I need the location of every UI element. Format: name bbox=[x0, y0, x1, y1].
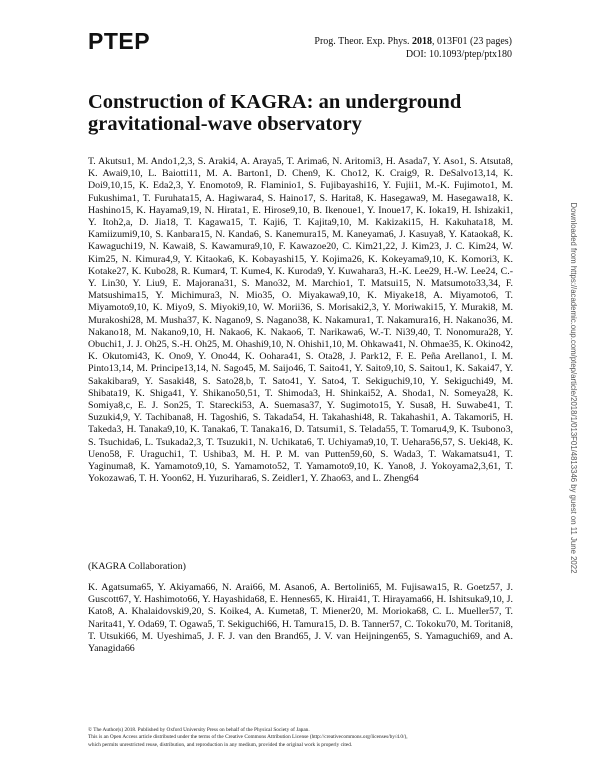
footer-line-terms: which permits unrestricted reuse, distribution, and reproduction in any medium, provided the original work is properly cited. bbox=[88, 741, 353, 748]
doi-line[interactable]: DOI: 10.1093/ptep/ptx180 bbox=[405, 49, 512, 60]
author-list: T. Akutsu1, M. Ando1,2,3, S. Araki4, A. Araya5, T. Arima6, N. Aritomi3, H. Asada7, Y. Aso1, S. Atsuta8, K. Awai9,10, L. Baiotti11, M. A. Barton1, D. Chen9, K. Cho12, K. Craig9, R. DeSalvo13,14, K. Doi9,10,15, K. Eda2,3, Y. Enomoto9, R. Flaminio1, S. Fujibayashi16, Y. Fujii1, M.-K. Fujimoto1, M. Fukushima1, T. Furuhata15, A. Hagiwara4, S. Haino17, S. Harita8, K. Hasegawa9, M. Hasegawa18, K. Hashino15, K. Hayama9,19, N. Hirata1, E. Hirose9,10, B. Ikenoue1, Y. Inoue17, K. Ioka19, H. Ishizaki1, Y. Itoh2,a, D. Jia18, T. Kagawa15, T. Kaji6, T. Kajita9,10, M. Kakizaki15, H. Kakuhata18, M. Kamiizumi9,10, S. Kanbara15, N. Kanda6, S. Kanemura15, M. Kaneyama6, J. Kasuya8, Y. Kataoka8, K. Kawaguchi19, N. Kawai8, S. Kawamura9,10, F. Kawazoe20, C. Kim21,22, J. Kim23, J. C. Kim24, W. Kim25, N. Kimura4,9, Y. Kitaoka6, K. Kobayashi15, Y. Kojima26, K. Kokeyama9,10, K. Komori3, K. Kotake27, K. Kubo28, R. Kumar4, T. Kume4, K. Kuroda9, Y. Kuwahara3, H.-K. Lee29, H.-W. Lee24, C.-Y. Lin30, Y. Liu9, E. Majorana31, S. Mano32, M. Marchio1, T. Matsui15, N. Matsumoto33,34, F. Matsushima15, Y. Michimura3, N. Mio35, O. Miyakawa9,10, K. Miyake18, A. Miyamoto6, T. Miyamoto9,10, K. Miyo9, S. Miyoki9,10, W. Morii36, S. Morisaki2,3, Y. Moriwaki15, Y. Muraki8, M. Murakoshi28, M. Musha37, K. Nagano9, S. Nagano38, K. Nakamura1, T. Nakamura16, H. Nakano36, M. Nakano18, M. Nakano9,10, H. Nakao6, K. Nakao6, T. Narikawa6, W.-T. Ni39,40, T. Nonomura28, Y. Obuchi1, J. J. Oh25, S.-H. Oh25, M. Ohashi9,10, N. Ohishi1,10, M. Ohkawa41, N. Ohmae35, K. Okino42, K. Okutomi43, K. Ono9, Y. Ono44, K. Oohara41, S. Ota28, J. Park12, F. E. Peña Arellano1, I. M. Pinto13,14, M. Principe13,14, N. Sago45, M. Saijo46, T. Saito41, Y. Saito9,10, S. Saitou1, K. Sakai47, Y. Sakakibara9, Y. Sasaki48, S. Sato28,b, T. Sato41, Y. Sato4, T. Sekiguchi9,10, Y. Sekiguchi49, M. Shibata19, K. Shiga41, Y. Shikano50,51, T. Shimoda3, H. Shinkai52, A. Shoda1, N. Someya28, K. Somiya8,c, E. J. Son25, T. Starecki53, A. Suemasa37, Y. Sugimoto15, Y. Susa8, H. Suwabe41, T. Suzuki4,9, Y. Tachibana8, H. Tagoshi6, S. Takada54, H. Takahashi48, R. Takahashi1, A. Takamori5, H. Takeda3, H. Tanaka9,10, K. Tanaka6, T. Tanaka16, D. Tatsumi1, S. Telada55, T. Tomaru4,9, K. Tsubono3, S. Tsuchida6, L. Tsukada2,3, T. Tsuzuki1, N. Uchikata6, T. Uchiyama9,10, T. Uehara56,57, S. Ueki48, K. Ueno58, F. Uraguchi1, T. Ushiba3, M. H. P. M. van Putten59,60, S. Wada3, T. Wakamatsu41, T. Yaginuma8, K. Yamamoto9,10, S. Yamamoto52, T. Yamamoto9,10, K. Yano8, J. Yokoyama2,3,61, T. Yokozawa6, T. H. Yoon62, H. Yuzurihara6, S. Zeidler1, Y. Zhao63, and L. Zheng64 bbox=[88, 156, 513, 485]
collaborator-list: K. Agatsuma65, Y. Akiyama66, N. Arai66, M. Asano6, A. Bertolini65, M. Fujisawa15, R. Goetz57, J. Guscott67, Y. Hashimoto66, Y. Hayashida68, E. Hennes65, K. Hirai41, T. Hirayama66, H. Ishitsuka9,10, J. Kato8, A. Khalaidovski9,20, S. Koike4, A. Kumeta8, T. Miener20, M. Morioka68, C. L. Mueller57, T. Narita41, Y. Oda69, T. Ogawa5, T. Sekiguchi66, H. Tamura15, D. B. Tanner57, C. Tokoku70, M. Toritani8, T. Utsuki66, M. Uyeshima5, J. F. J. van den Brand65, J. V. van Heijningen65, S. Yamaguchi69, and A. Yanagida66 bbox=[88, 582, 513, 655]
collaboration-heading: (KAGRA Collaboration) bbox=[88, 561, 186, 572]
citation-suffix: , 013F01 (23 pages) bbox=[432, 36, 512, 47]
footer-line-license: This is an Open Access article distributed under the terms of the Creative Commons Attribution License (http://creativecommons.org/licenses/by/4.0/), bbox=[88, 734, 408, 741]
journal-citation bbox=[314, 35, 512, 61]
footer-line-copyright: © The Author(s) 2018. Published by Oxford University Press on behalf of the Physical Society of Japan. bbox=[88, 727, 310, 733]
download-watermark: Downloaded from https://academic.oup.com/ptep/article/2018/1/013F01/4813346 by guest on 11 June 2022 bbox=[569, 202, 578, 574]
copyright-footer bbox=[88, 727, 518, 749]
citation-prefix: Prog. Theor. Exp. Phys. bbox=[314, 36, 410, 47]
journal-logo: PTEP bbox=[88, 28, 151, 54]
citation-line bbox=[314, 35, 512, 48]
citation-year: 2018 bbox=[412, 36, 432, 47]
paper-title: Construction of KAGRA: an underground gravitational-wave observatory bbox=[88, 91, 462, 135]
